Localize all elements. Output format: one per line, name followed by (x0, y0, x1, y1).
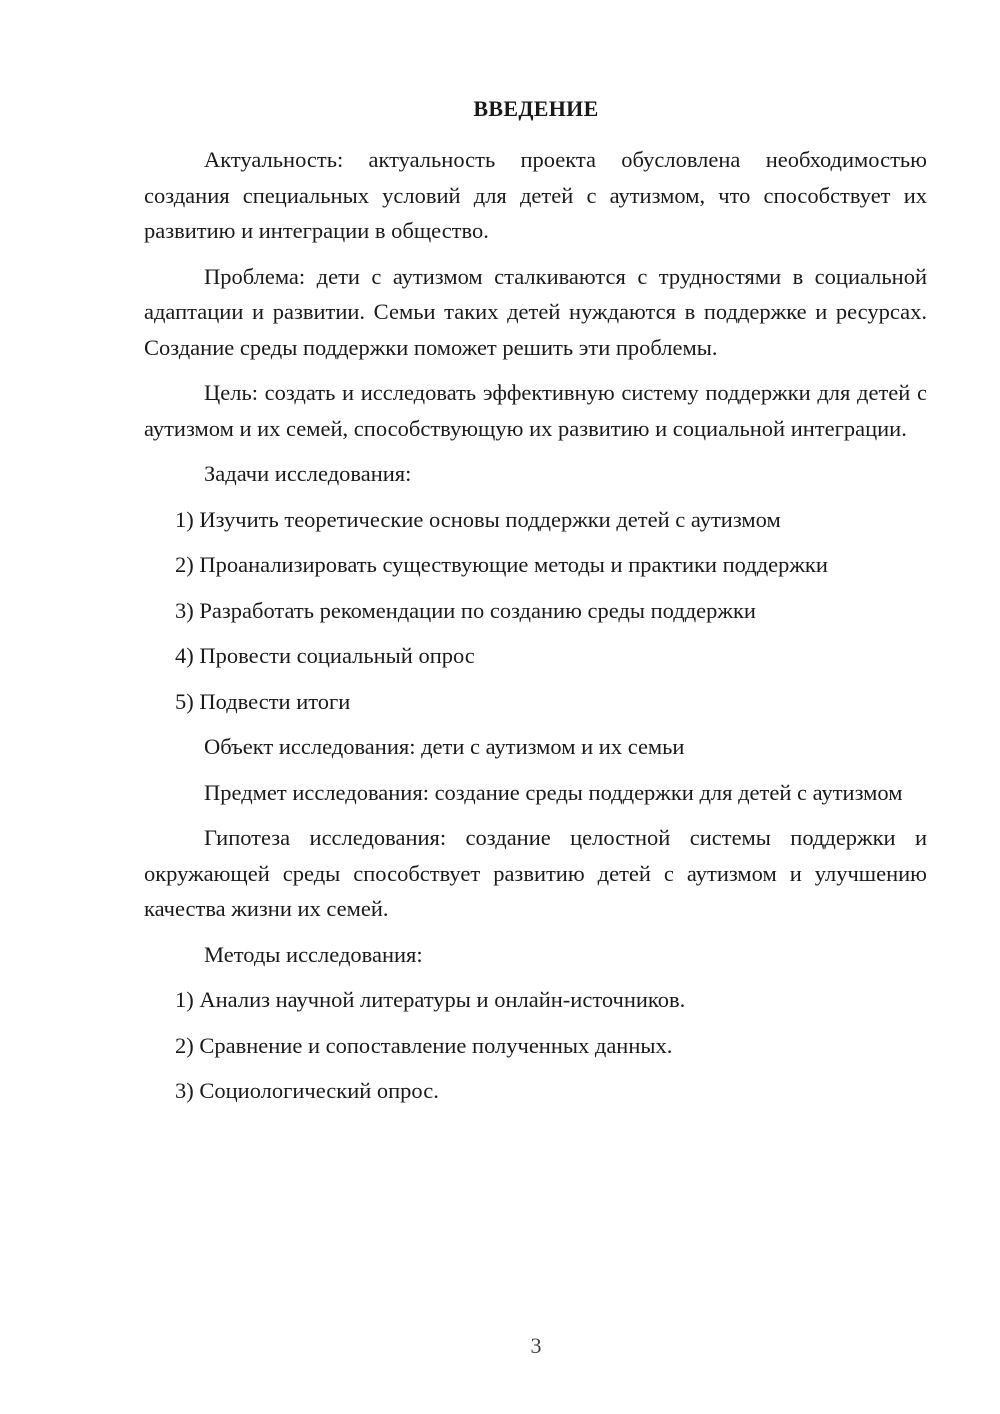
problem-paragraph: Проблема: дети с аутизмом сталкиваются с трудностями в социальной адаптации и развитии. Семьи таких детей нуждаются в поддержке и ресурсах. Создание среды поддержки поможет решить эти проблемы. (144, 263, 927, 360)
task-item: 3) Разработать рекомендации по созданию среды поддержки (175, 597, 756, 623)
task-item: 2) Проанализировать существующие методы и практики поддержки (175, 552, 828, 577)
method-item: 2) Сравнение и сопоставление полученных данных. (175, 1032, 673, 1058)
method-item: 3) Социологический опрос. (175, 1078, 439, 1103)
task-item: 5) Подвести итоги (175, 688, 351, 714)
goal-paragraph: Цель: создать и исследовать эффективную систему поддержки для детей с аутизмом и их семей, способствующую их развитию и социальной интеграции. (144, 380, 927, 441)
method-item: 1) Анализ научной литературы и онлайн-источников. (175, 987, 686, 1012)
relevance-paragraph: Актуальность: актуальность проекта обусловлена необходимостью создания специальных условий для детей с аутизмом, что способствует их развитию и интеграции в общество. (144, 147, 927, 243)
task-item: 1) Изучить теоретические основы поддержки детей с аутизмом (175, 506, 781, 532)
hypothesis-paragraph: Гипотеза исследования: создание целостной системы поддержки и окружающей среды способствует развитию детей с аутизмом и улучшению качества жизни их семей. (144, 825, 927, 921)
object-paragraph: Объект исследования: дети с аутизмом и их семьи (204, 734, 685, 759)
body-text (144, 142, 927, 1119)
task-item: 4) Провести социальный опрос (175, 643, 475, 668)
page-title: ВВЕДЕНИЕ (473, 96, 599, 121)
methods-heading: Методы исследования: (204, 941, 423, 967)
subject-paragraph: Предмет исследования: создание среды поддержки для детей с аутизмом (204, 779, 903, 805)
page-number: 3 (530, 1333, 542, 1358)
tasks-heading: Задачи исследования: (204, 461, 412, 486)
